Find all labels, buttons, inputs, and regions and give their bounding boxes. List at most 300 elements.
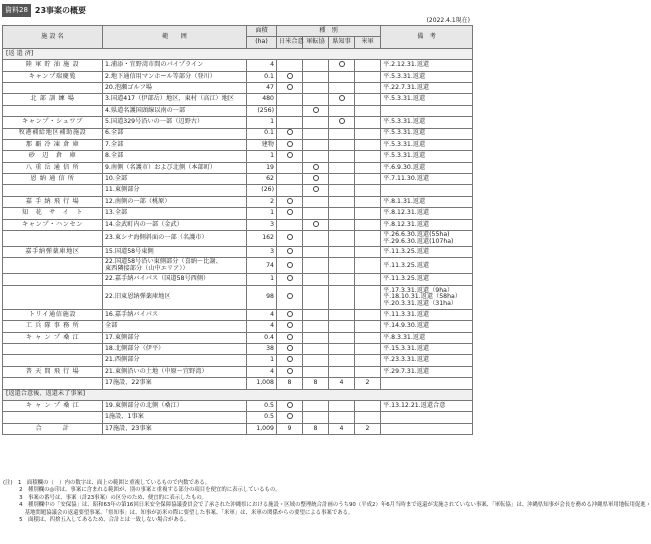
area-cell: 2 [247,196,277,207]
type-cell [277,174,303,185]
remarks-text: 平.8.12.31.返還 [383,220,430,228]
circle-mark-icon [287,73,293,79]
type-cell [329,412,355,423]
scope-text: 22.嘉手納バイパス（国道58号西側） [105,275,210,283]
table-row [3,128,473,139]
scope-cell [103,274,247,285]
type-cell [355,400,381,411]
area-cell: 4 [247,309,277,320]
type-cell [355,343,381,354]
type-cell [355,60,381,71]
type-cell [355,231,381,247]
type-cell [303,162,329,173]
table-row [3,208,473,219]
remarks-text: 平.2.12.31.返還 [383,61,430,69]
facility-name: 嘉 手 納 飛 行 場 [3,196,103,207]
remarks-cell [381,139,473,150]
remarks-cell [381,208,473,219]
remarks-cell [381,274,473,285]
type-cell [277,208,303,219]
scope-cell [103,400,247,411]
table-row [3,355,473,366]
type-cell [329,274,355,285]
type-cell [303,423,329,434]
scope-cell [103,423,247,434]
remarks-text: 平.17.3.31.返還（9ha） [383,286,454,294]
col-t3: 県知事 [329,37,355,48]
remarks-text: 平.5.3.31.返還 [383,95,426,103]
type-cell [355,94,381,105]
type-cell [277,309,303,320]
scope-cell [103,343,247,354]
type-cell [303,60,329,71]
scope-cell [103,231,247,247]
type-cell [277,321,303,332]
table-row [3,332,473,343]
scope-text: 20.泡瀬ゴルフ場 [105,83,152,91]
remarks-text: 平.15.3.31.返還 [383,344,430,352]
type-cell [303,151,329,162]
type-cell [329,423,355,434]
type-cell [303,139,329,150]
facility-name [3,274,103,285]
scope-cell [103,185,247,196]
type-cell [277,423,303,434]
col-t4: 米軍 [355,37,381,48]
scope-cell [103,117,247,128]
type-cell [277,94,303,105]
type-cell [303,105,329,116]
remarks-cell [381,355,473,366]
area-cell: 1 [247,117,277,128]
type-cell [355,82,381,93]
type-cell [277,185,303,196]
type-cell [355,274,381,285]
section-label: [返 還 済] [3,48,473,59]
table-row [3,174,473,185]
col-name: 施 設 名 [3,26,103,49]
table-row [3,71,473,82]
type-cell [303,174,329,185]
remarks-text: 平.11.3.25.返還 [383,261,430,269]
type-cell [277,219,303,230]
remarks-text: 平.7.11.30.返還 [383,175,430,183]
facility-name [3,231,103,247]
remarks-text: 平.11.3.25.返還 [383,275,430,283]
circle-mark-icon [287,275,293,281]
scope-cell [103,378,247,389]
area-cell: 4 [247,366,277,377]
scope-cell [103,128,247,139]
type-cell [329,258,355,274]
circle-mark-icon [287,356,293,362]
remarks-text: 平.5.3.31.返還 [383,118,426,126]
type-cell [303,274,329,285]
table-row [3,162,473,173]
footnote-line: (注) 1 面積欄の（ ）内の数字は、面上の範囲と重複しているもので内数である。 [3,480,211,486]
circle-mark-icon [339,118,345,124]
type-cell [277,128,303,139]
table-row [3,196,473,207]
type-cell [303,82,329,93]
type-cell [303,332,329,343]
facility-name: 牧港補給地区補助施設 [3,128,103,139]
type-cell [355,309,381,320]
type-cell [277,332,303,343]
circle-mark-icon [339,61,345,67]
area-cell: 162 [247,231,277,247]
remarks-cell [381,151,473,162]
type-cell [329,231,355,247]
remarks-cell [381,400,473,411]
remarks-text: 平.5.3.31.返還 [383,140,426,148]
scope-text: 1.浦添・宜野湾市間のパイプライン [105,61,204,69]
type-cell [277,258,303,274]
area-cell: (256) [247,105,277,116]
remarks-text: 平.5.3.31.返還 [383,152,426,160]
type-cell [329,378,355,389]
type-cell [329,162,355,173]
col-remarks: 備 考 [381,26,473,49]
table-row [3,412,473,423]
facility-name: 砂 辺 倉 庫 [3,151,103,162]
area-cell: (26) [247,185,277,196]
type-count: 2 [365,379,370,387]
type-cell [277,162,303,173]
type-cell [355,71,381,82]
facility-name: 那 覇 冷 凍 倉 庫 [3,139,103,150]
facility-name [3,412,103,423]
scope-text: 2.地下通信用マンホール等部分（登川） [105,72,216,80]
area-cell: 98 [247,285,277,309]
scope-text-cont: 東西隣接部分（山中エリア）） [105,264,189,272]
type-cell [303,128,329,139]
type-cell [329,128,355,139]
remarks-text: 平.5.3.31.返還 [383,72,426,80]
facility-name [3,82,103,93]
facility-name: 合 計 [3,423,103,434]
table-row [3,274,473,285]
section-tag: 資料28 [2,4,31,17]
type-cell [303,219,329,230]
type-count: 9 [287,424,292,432]
scope-text: 7.全部 [105,140,124,148]
area-cell: 1 [247,208,277,219]
type-cell [355,219,381,230]
facility-name [3,185,103,196]
type-cell [355,285,381,309]
type-cell [329,117,355,128]
remarks-text: 平.11.3.25.返還 [383,247,430,255]
footnote-line: 3 事案の番号は、事案（計23事案）の区分のため、便宜的に表示したもの。 [3,494,207,501]
type-cell [303,94,329,105]
circle-mark-icon [287,141,293,147]
remarks-cell [381,185,473,196]
scope-text: 16.嘉手納バイパス [105,310,159,318]
circle-mark-icon [287,413,293,419]
type-cell [355,378,381,389]
cases-table [2,25,473,435]
remarks-cell [381,412,473,423]
circle-mark-icon [287,248,293,254]
area-cell: 1,009 [247,423,277,434]
type-count: 4 [339,379,344,387]
remarks-cell [381,343,473,354]
type-cell [277,60,303,71]
scope-text: 1施設、1事案 [105,413,144,421]
type-cell [355,128,381,139]
scope-cell [103,332,247,343]
scope-text: 15.国道58号東側 [105,247,154,255]
scope-text: 22.旧東恩納弾薬庫地区 [105,293,171,301]
type-cell [329,82,355,93]
scope-text: 21.西側部分 [105,356,140,364]
scope-cell [103,139,247,150]
remarks-text: 平.20.3.31.返還（31ha） [383,299,458,307]
type-cell [329,60,355,71]
type-cell [355,185,381,196]
table-row [3,185,473,196]
type-cell [303,71,329,82]
area-cell: 0.1 [247,71,277,82]
area-cell: 建物 [247,139,277,150]
facility-name: 工 兵 隊 事 務 所 [3,321,103,332]
remarks-cell [381,309,473,320]
remarks-cell [381,332,473,343]
facility-name: 知 花 サ イ ト [3,208,103,219]
section-label: [返還合意後、返還未了事案] [3,389,473,400]
scope-text: 17施設、22事案 [105,379,152,387]
table-row [3,105,473,116]
remarks-text: 平.26.6.30.返還(55ha) [383,231,450,239]
facility-name: 恩 納 通 信 所 [3,174,103,185]
type-cell [329,309,355,320]
type-cell [303,366,329,377]
remarks-cell [381,128,473,139]
type-cell [329,196,355,207]
remarks-cell [381,258,473,274]
type-cell [329,174,355,185]
scope-text: 19.東側部分の北側（桑江） [105,401,183,409]
type-cell [277,355,303,366]
type-cell [329,139,355,150]
remarks-cell [381,321,473,332]
section-row [3,48,473,59]
page-title: 23事案の概要 [34,5,87,15]
scope-text: 6.全部 [105,129,124,137]
circle-mark-icon [287,234,293,240]
area-cell: 480 [247,94,277,105]
table-row [3,117,473,128]
circle-mark-icon [287,198,293,204]
circle-mark-icon [313,186,319,192]
circle-mark-icon [287,402,293,408]
area-cell: 1 [247,355,277,366]
table-row [3,82,473,93]
facility-name [3,105,103,116]
circle-mark-icon [313,164,319,170]
remarks-text: 平.8.1.31.返還 [383,197,426,205]
scope-cell [103,71,247,82]
remarks-cell [381,174,473,185]
remarks-text: 平.23.3.31.返還 [383,356,430,364]
area-cell: 1,008 [247,378,277,389]
type-cell [277,82,303,93]
facility-name [3,258,103,274]
remarks-text: 平.8.3.31.返還 [383,333,426,341]
facility-name: キャンプ瑞慶覧 [3,71,103,82]
type-cell [303,343,329,354]
facility-name: トリイ通信施設 [3,309,103,320]
facility-name [3,355,103,366]
type-cell [303,400,329,411]
table-row [3,258,473,274]
scope-cell [103,321,247,332]
table-row [3,247,473,258]
scope-cell [103,94,247,105]
circle-mark-icon [287,84,293,90]
scope-cell [103,309,247,320]
scope-cell [103,366,247,377]
facility-name: 北 部 訓 練 場 [3,94,103,105]
type-cell [277,196,303,207]
table-row [3,151,473,162]
type-count: 8 [313,379,318,387]
circle-mark-icon [339,95,345,101]
type-cell [329,321,355,332]
type-cell [355,162,381,173]
circle-mark-icon [287,368,293,374]
type-cell [277,378,303,389]
area-cell: 38 [247,343,277,354]
remarks-text: 平.29.7.31.返還 [383,367,430,375]
type-cell [355,366,381,377]
type-cell [329,366,355,377]
type-cell [355,105,381,116]
type-cell [355,258,381,274]
type-cell [277,274,303,285]
facility-name: 陸 軍 貯 油 施 設 [3,60,103,71]
area-cell: 1 [247,151,277,162]
scope-text: 9.南側（名護市）および北側（本部町） [105,163,217,171]
facility-name [3,378,103,389]
table-row [3,285,473,309]
type-cell [303,309,329,320]
scope-text: 3.国道417（伊部岳）地区、東村（高江）地区 [105,95,235,103]
col-scope: 範 囲 [103,26,247,49]
type-cell [355,412,381,423]
type-cell [277,247,303,258]
table-row [3,94,473,105]
type-cell [329,247,355,258]
circle-mark-icon [313,221,319,227]
table-row [3,309,473,320]
area-cell: 3 [247,219,277,230]
facility-name: 普 天 間 飛 行 場 [3,366,103,377]
scope-cell [103,60,247,71]
remarks-text: 平.11.3.31.返還 [383,310,430,318]
scope-cell [103,162,247,173]
type-cell [329,219,355,230]
remarks-cell [381,423,473,434]
scope-cell [103,82,247,93]
area-cell: 4 [247,321,277,332]
type-cell [329,355,355,366]
circle-mark-icon [287,293,293,299]
type-cell [355,117,381,128]
col-type: 種 別 [277,26,381,37]
remarks-cell [381,162,473,173]
footnotes [3,480,651,524]
type-cell [329,208,355,219]
remarks-cell [381,82,473,93]
type-cell [303,117,329,128]
remarks-cell [381,219,473,230]
type-cell [303,285,329,309]
remarks-text: 平.18.10.31.返還（58ha） [383,293,462,301]
scope-cell [103,174,247,185]
table-row [3,423,473,434]
type-cell [303,196,329,207]
page-header [2,3,86,17]
scope-text: 23.東シナ海側斜面の一部（名護市） [105,234,208,242]
scope-text: 12.南側の一部（桃原） [105,197,171,205]
scope-cell [103,247,247,258]
col-area: 面積 [247,26,277,37]
scope-text: 21.東側沿いの土地（中原～宜野湾） [105,367,208,375]
circle-mark-icon [313,107,319,113]
type-cell [355,139,381,150]
table-row [3,219,473,230]
scope-cell [103,219,247,230]
footnote-line: 基地問題協議会の返還要望事案、「県知事」は、知事が訪米の際に要望した事案、「米軍」は、米軍の関係からの要望による事案である。 [3,509,354,516]
type-cell [303,208,329,219]
scope-text: 22.国道58号沿い東側部分（喜納～比謝、 [105,258,222,266]
facility-name [3,285,103,309]
type-cell [329,71,355,82]
area-cell: 62 [247,174,277,185]
circle-mark-icon [287,311,293,317]
type-cell [329,94,355,105]
type-count: 2 [365,424,370,432]
remarks-cell [381,105,473,116]
col-area-unit: (ha) [247,37,277,48]
circle-mark-icon [287,262,293,268]
type-cell [355,423,381,434]
type-cell [355,196,381,207]
type-cell [329,151,355,162]
type-cell [277,343,303,354]
type-cell [329,332,355,343]
type-cell [329,343,355,354]
type-cell [303,355,329,366]
remarks-cell [381,94,473,105]
remarks-text: 平.6.9.30.返還 [383,163,426,171]
scope-text: 14.金武町内の一部（金武） [105,220,183,228]
type-cell [277,139,303,150]
scope-cell [103,196,247,207]
type-cell [303,247,329,258]
table-row [3,400,473,411]
type-count: 4 [339,424,344,432]
scope-cell [103,105,247,116]
area-cell: 74 [247,258,277,274]
table-row [3,321,473,332]
area-cell: 0.5 [247,412,277,423]
type-cell [277,71,303,82]
scope-text: 全部 [105,322,118,330]
area-cell: 1 [247,274,277,285]
